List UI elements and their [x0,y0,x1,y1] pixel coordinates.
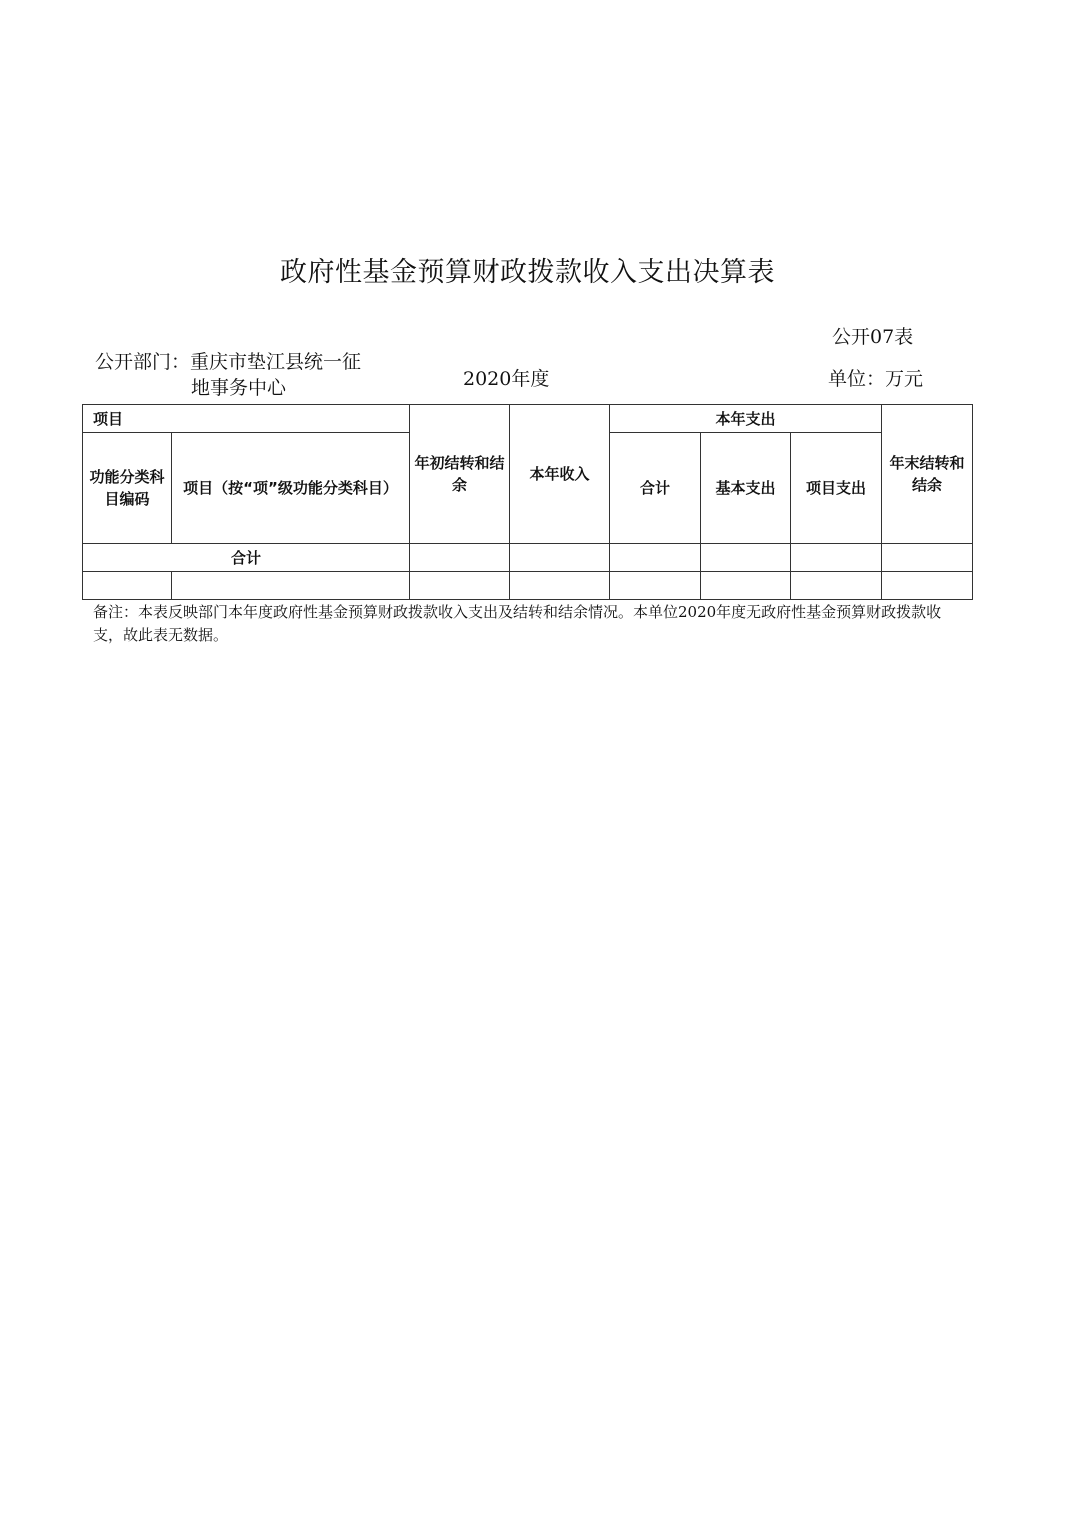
footnote: 备注：本表反映部门本年度政府性基金预算财政拨款收入支出及结转和结余情况。本单位2020年度无政府性基金预算财政拨款收支，故此表无数据。 [93,603,942,644]
table-cell [83,572,172,600]
fiscal-year: 2020年度 [463,368,550,390]
header-item-name: 项目（按“项”级功能分类科目） [172,433,410,544]
header-function-code: 功能分类科目编码 [83,433,172,544]
table-cell [701,544,791,572]
table-cell [172,572,410,600]
department-name-line2: 地事务中心 [191,377,287,399]
header-basic-expense: 基本支出 [701,433,791,544]
table-cell [610,572,701,600]
table-cell [510,544,610,572]
header-expense-group: 本年支出 [610,405,882,433]
page-title: 政府性基金预算财政拨款收入支出决算表 [280,257,775,288]
table-cell [791,544,882,572]
department-info [95,349,425,401]
table-cell [410,544,510,572]
table-cell [510,572,610,600]
department-label: 公开部门： [95,351,191,373]
table-cell [882,572,973,600]
table-cell [410,572,510,600]
form-number: 公开07表 [832,326,914,348]
header-end-balance: 年末结转和结余 [882,405,973,544]
table-row-total [83,544,973,572]
header-income: 本年收入 [510,405,610,544]
currency-unit: 单位：万元 [828,368,924,390]
budget-table [82,404,973,600]
header-begin-balance: 年初结转和结余 [410,405,510,544]
table-cell [701,572,791,600]
table-row [83,572,973,600]
department-name-line1: 重庆市垫江县统一征 [190,351,362,373]
table-cell [791,572,882,600]
table-cell [882,544,973,572]
header-item: 项目 [83,405,410,433]
total-row-label: 合计 [83,544,410,572]
table-cell [610,544,701,572]
header-project-expense: 项目支出 [791,433,882,544]
header-expense-total: 合计 [610,433,701,544]
